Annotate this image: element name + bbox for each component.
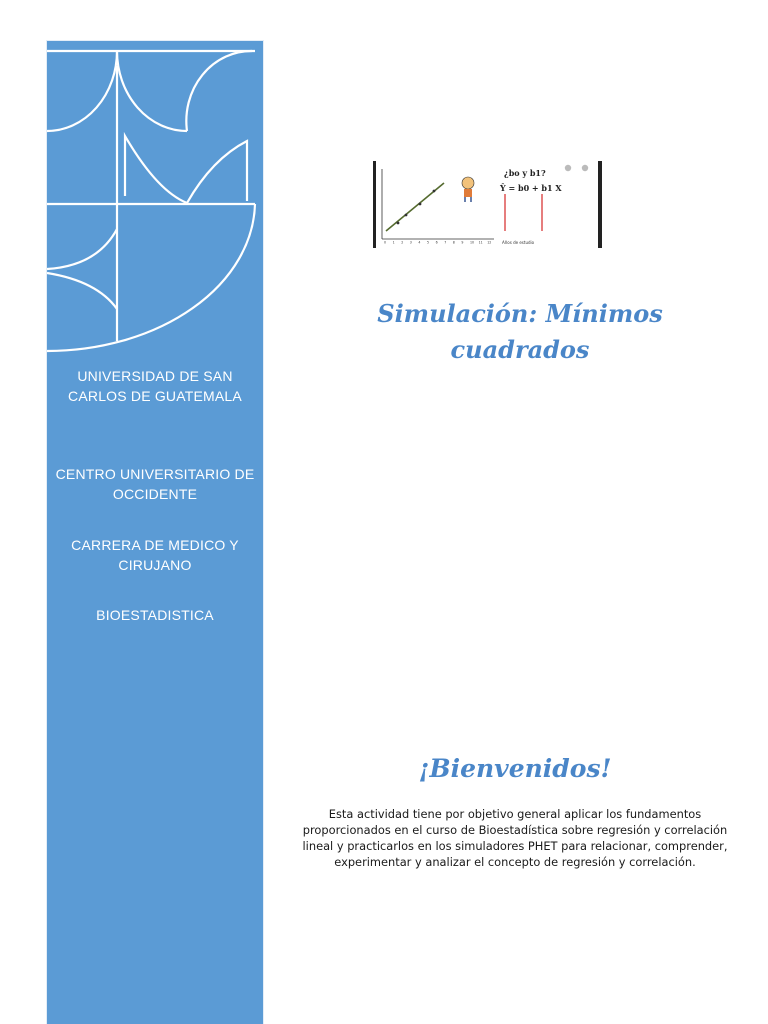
cartoon-head xyxy=(462,177,474,189)
thumbnail-data-point xyxy=(419,203,422,206)
thumbnail-tick-label: 10 xyxy=(470,240,475,245)
logo-middle-hump xyxy=(125,136,187,203)
cartoon-legs xyxy=(465,197,471,202)
logo-lower-left-curve xyxy=(47,229,117,269)
logo-first-arch xyxy=(47,51,117,131)
thumbnail-tick-labels xyxy=(384,241,491,245)
thumbnail-tick-label: 4 xyxy=(418,240,421,245)
thumbnail-question: ¿bo y b1? xyxy=(504,168,546,178)
thumbnail-tick-label: 3 xyxy=(409,240,412,245)
thumbnail-tick-label: 11 xyxy=(478,240,483,245)
cartoon-body xyxy=(464,189,472,197)
logo-second-arch xyxy=(186,51,252,131)
welcome-heading: ¡Bienvenidos! xyxy=(418,754,612,783)
thumbnail-data-point xyxy=(405,214,408,217)
thumbnail-tick-label: 0 xyxy=(384,240,387,245)
thumbnail-tick-label: 8 xyxy=(452,240,455,245)
sidebar-panel xyxy=(47,41,263,1024)
menu-icon xyxy=(582,165,588,171)
regression-thumbnail xyxy=(373,161,602,248)
thumbnail-formula: Ŷ = b0 + b1 X xyxy=(500,183,562,193)
thumbnail-data-point xyxy=(433,190,436,193)
centro-name: CENTRO UNIVERSITARIO DE OCCIDENTE xyxy=(55,466,255,502)
thumbnail-tick-label: 7 xyxy=(444,240,447,245)
logo-first-arch-right xyxy=(117,51,187,131)
logo-lower-arc xyxy=(47,204,255,351)
thumbnail-tick-label: 6 xyxy=(435,240,438,245)
logo-middle-hump-2 xyxy=(187,141,247,203)
thumbnail-regression-line xyxy=(386,183,444,231)
close-icon xyxy=(565,165,571,171)
course-name: BIOESTADISTICA xyxy=(96,607,214,623)
carrera-name: CARRERA DE MEDICO Y CIRUJANO xyxy=(71,537,239,573)
thumbnail-tick-label: 5 xyxy=(427,240,430,245)
thumbnail-tick-label: 2 xyxy=(401,240,404,245)
thumbnail-x-label: Años de estudio xyxy=(502,240,535,245)
thumbnail-tick-label: 1 xyxy=(392,240,395,245)
university-logo xyxy=(47,41,263,361)
thumbnail-data-point xyxy=(397,222,400,225)
activity-description: Esta actividad tiene por objetivo general aplicar los fundamentos proporcionados en el curso de Bioestadística sobre regresión y correlación lineal y practicarlos en los simuladores PHET para relacionar, comprender, experimentar y analizar el concepto de regresión y correlación. xyxy=(302,807,728,869)
page-title: Simulación: Mínimos cuadrados xyxy=(377,299,663,364)
thumbnail-tick-label: 12 xyxy=(487,240,492,245)
university-name: UNIVERSIDAD DE SAN CARLOS DE GUATEMALA xyxy=(68,368,242,404)
thumbnail-tick-label: 9 xyxy=(461,240,464,245)
logo-lower-left-curve-2 xyxy=(47,273,117,309)
